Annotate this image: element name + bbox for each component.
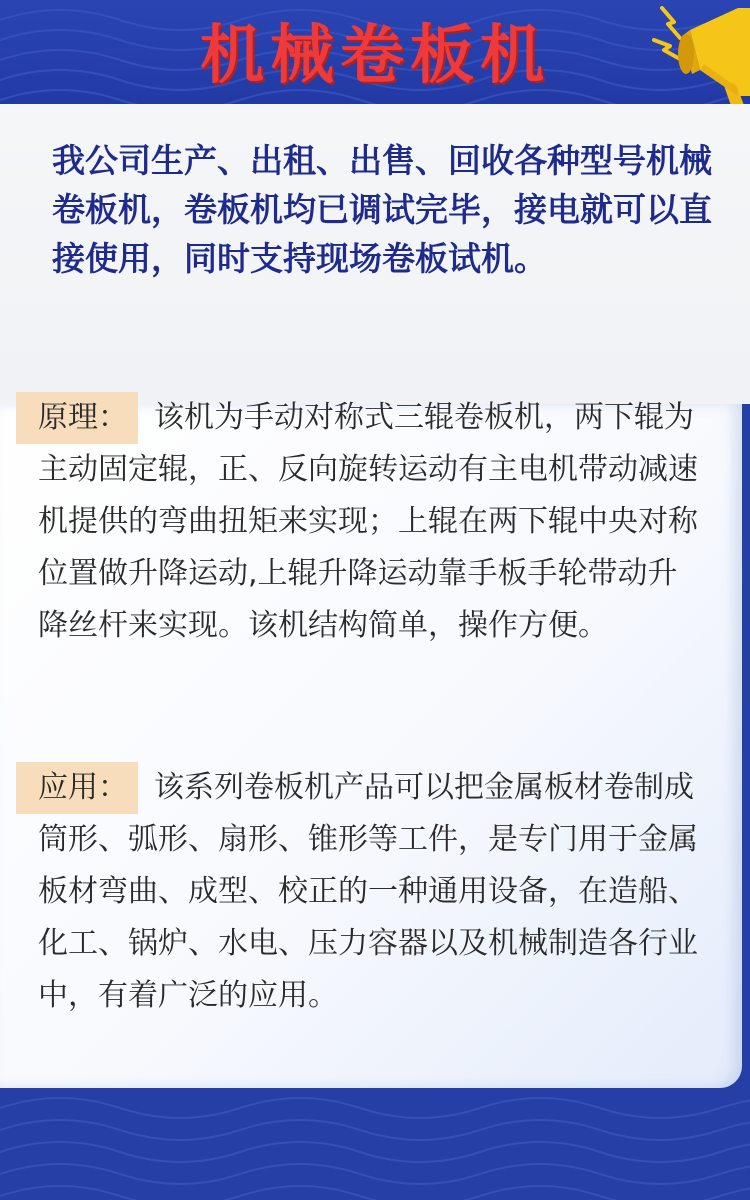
principle-label: 原理： <box>16 392 138 444</box>
principle-text: 该机为手动对称式三辊卷板机，两下辊为主动固定辊，正、反向旋转运动有主电机带动减速机提供的弯曲扭矩来实现；上辊在两下辊中央对称位置做升降运动,上辊升降运动靠手板手轮带动升降丝杆来实现。该机结构简单，操作方便。 <box>38 400 698 643</box>
intro-text: 我公司生产、出租、出售、回收各种型号机械卷板机，卷板机均已调试完毕，接电就可以直接使用，同时支持现场卷板试机。 <box>52 141 712 278</box>
page-title: 机械卷板机 <box>200 19 550 93</box>
principle-paragraph <box>38 392 698 652</box>
application-paragraph <box>38 762 698 1022</box>
application-label: 应用： <box>16 762 138 814</box>
application-text: 该系列卷板机产品可以把金属板材卷制成筒形、弧形、扇形、锥形等工件，是专门用于金属板材弯曲、成型、校正的一种通用设备，在造船、化工、锅炉、水电、压力容器以及机械制造各行业中，有着广泛的应用。 <box>38 770 698 1013</box>
bottom-band <box>0 1088 750 1200</box>
bottom-wave-pattern <box>0 1088 750 1200</box>
